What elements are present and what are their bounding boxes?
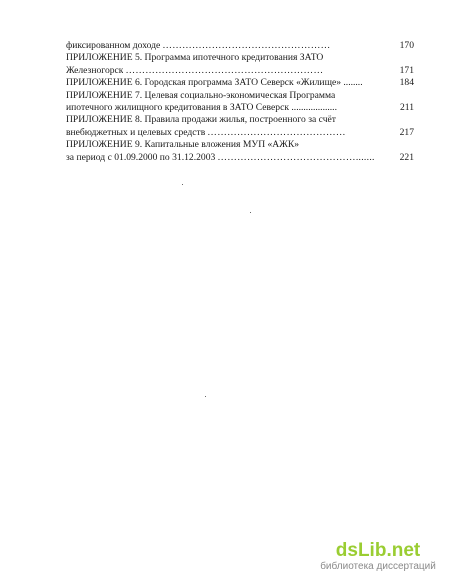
toc-line-leader: …………………………………………… — [162, 40, 331, 51]
toc-line-text: фиксированном доходе — [66, 40, 161, 51]
toc-line-text: за период с 01.09.2000 по 31.12.2003 — [66, 151, 216, 163]
toc-line — [66, 90, 414, 102]
toc-line — [66, 152, 414, 164]
scan-speck — [205, 396, 206, 397]
toc-line-text: ПРИЛОЖЕНИЕ 5. Программа ипотечного кредитования ЗАТО — [66, 52, 324, 64]
toc-line-page: 184 — [399, 77, 414, 89]
toc-line-page: 211 — [399, 102, 414, 114]
watermark-logo-lib: Lib — [357, 540, 387, 561]
toc-line-page: 171 — [399, 64, 414, 76]
toc-line-text: ПРИЛОЖЕНИЕ 8. Правила продажи жилья, построенного за счёт — [66, 114, 336, 126]
scan-speck — [250, 212, 251, 213]
dslib-watermark — [318, 541, 438, 573]
toc-line-leader: …………………………………………………… — [125, 64, 324, 76]
toc-line-text: ПРИЛОЖЕНИЕ 7. Целевая социально-экономическая Программа — [66, 89, 336, 101]
table-of-contents — [66, 40, 414, 164]
watermark-subtitle: библиотека диссертаций — [320, 561, 436, 572]
toc-line-page: 217 — [399, 126, 414, 138]
toc-line-page: 170 — [399, 40, 414, 51]
toc-line-text: ипотечного жилищного кредитования в ЗАТО Северск ................... — [66, 102, 337, 114]
toc-line — [66, 77, 414, 89]
toc-line-leader: …………………………………… — [207, 126, 346, 138]
toc-line-leader: ……………………………………....... — [217, 151, 375, 163]
watermark-logo-net: .net — [386, 540, 421, 561]
scan-speck — [182, 184, 183, 185]
toc-line — [66, 65, 414, 77]
watermark-logo-ds: ds — [335, 540, 358, 561]
toc-line — [66, 139, 414, 151]
watermark-logo — [318, 541, 438, 561]
toc-line — [66, 52, 414, 64]
toc-line-page: 221 — [399, 151, 414, 163]
toc-line — [66, 114, 414, 126]
toc-line-text: Железногорск — [66, 64, 124, 76]
toc-line-text: ПРИЛОЖЕНИЕ 9. Капитальные вложения МУП «АЖК» — [66, 139, 300, 151]
toc-line — [66, 40, 414, 52]
toc-line-text: ПРИЛОЖЕНИЕ 6. Городская программа ЗАТО Северск «Жилище» ........ — [66, 77, 363, 89]
toc-line-text: внебюджетных и целевых средств — [66, 126, 206, 138]
toc-line — [66, 127, 414, 139]
toc-line — [66, 102, 414, 114]
